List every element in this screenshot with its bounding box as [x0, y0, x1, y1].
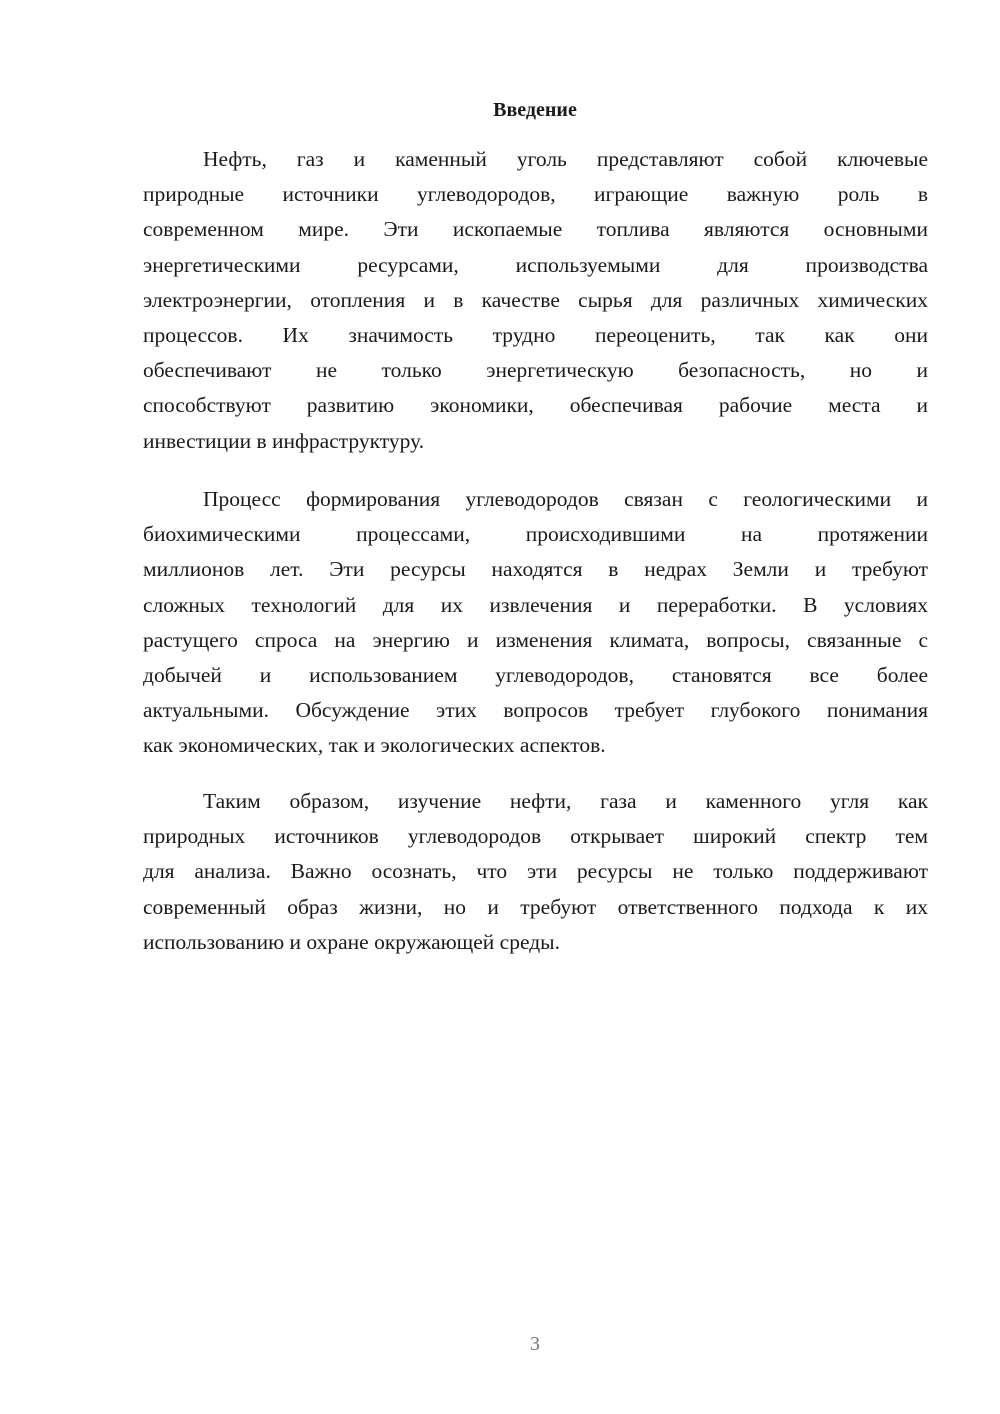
text-line: актуальными. Обсуждение этих вопросов требует глубокого понимания [143, 698, 928, 723]
paragraph-3 [143, 784, 928, 960]
text-line: природных источников углеводородов открывает широкий спектр тем [143, 824, 928, 849]
text-line: современный образ жизни, но и требуют ответственного подхода к их [143, 894, 928, 919]
text-line: для анализа. Важно осознать, что эти ресурсы не только поддерживают [143, 859, 928, 884]
text-line: растущего спроса на энергию и изменения климата, вопросы, связанные с [143, 627, 928, 652]
text-line: природные источники углеводородов, играющие важную роль в [143, 182, 928, 207]
text-line: энергетическими ресурсами, используемыми для производства [143, 252, 928, 277]
text-line: миллионов лет. Эти ресурсы находятся в недрах Земли и требуют [143, 557, 928, 582]
text-line: способствуют развитию экономики, обеспечивая рабочие места и [143, 393, 928, 418]
paragraph-1 [143, 142, 928, 459]
text-line: современном мире. Эти ископаемые топлива являются основными [143, 217, 928, 242]
text-line: инвестиции в инфраструктуру. [143, 428, 425, 453]
paragraph-2 [143, 482, 928, 764]
text-line: сложных технологий для их извлечения и переработки. В условиях [143, 592, 928, 617]
text-line: процессов. Их значимость трудно переоценить, так как они [143, 322, 928, 347]
text-line: Процесс формирования углеводородов связан с геологическими и [203, 487, 928, 511]
page-number: 3 [530, 1333, 540, 1355]
text-line: Нефть, газ и каменный уголь представляют собой ключевые [203, 147, 928, 171]
text-line: как экономических, так и экологических аспектов. [143, 733, 606, 758]
text-line: использованию и охране окружающей среды. [143, 929, 560, 954]
text-line: Таким образом, изучение нефти, газа и каменного угля как [203, 789, 928, 813]
section-title: Введение [493, 99, 577, 121]
text-line: добычей и использованием углеводородов, становятся все более [143, 662, 928, 687]
text-line: биохимическими процессами, происходившими на протяжении [143, 522, 928, 547]
text-line: обеспечивают не только энергетическую безопасность, но и [143, 358, 928, 383]
text-line: электроэнергии, отопления и в качестве сырья для различных химических [143, 287, 928, 312]
